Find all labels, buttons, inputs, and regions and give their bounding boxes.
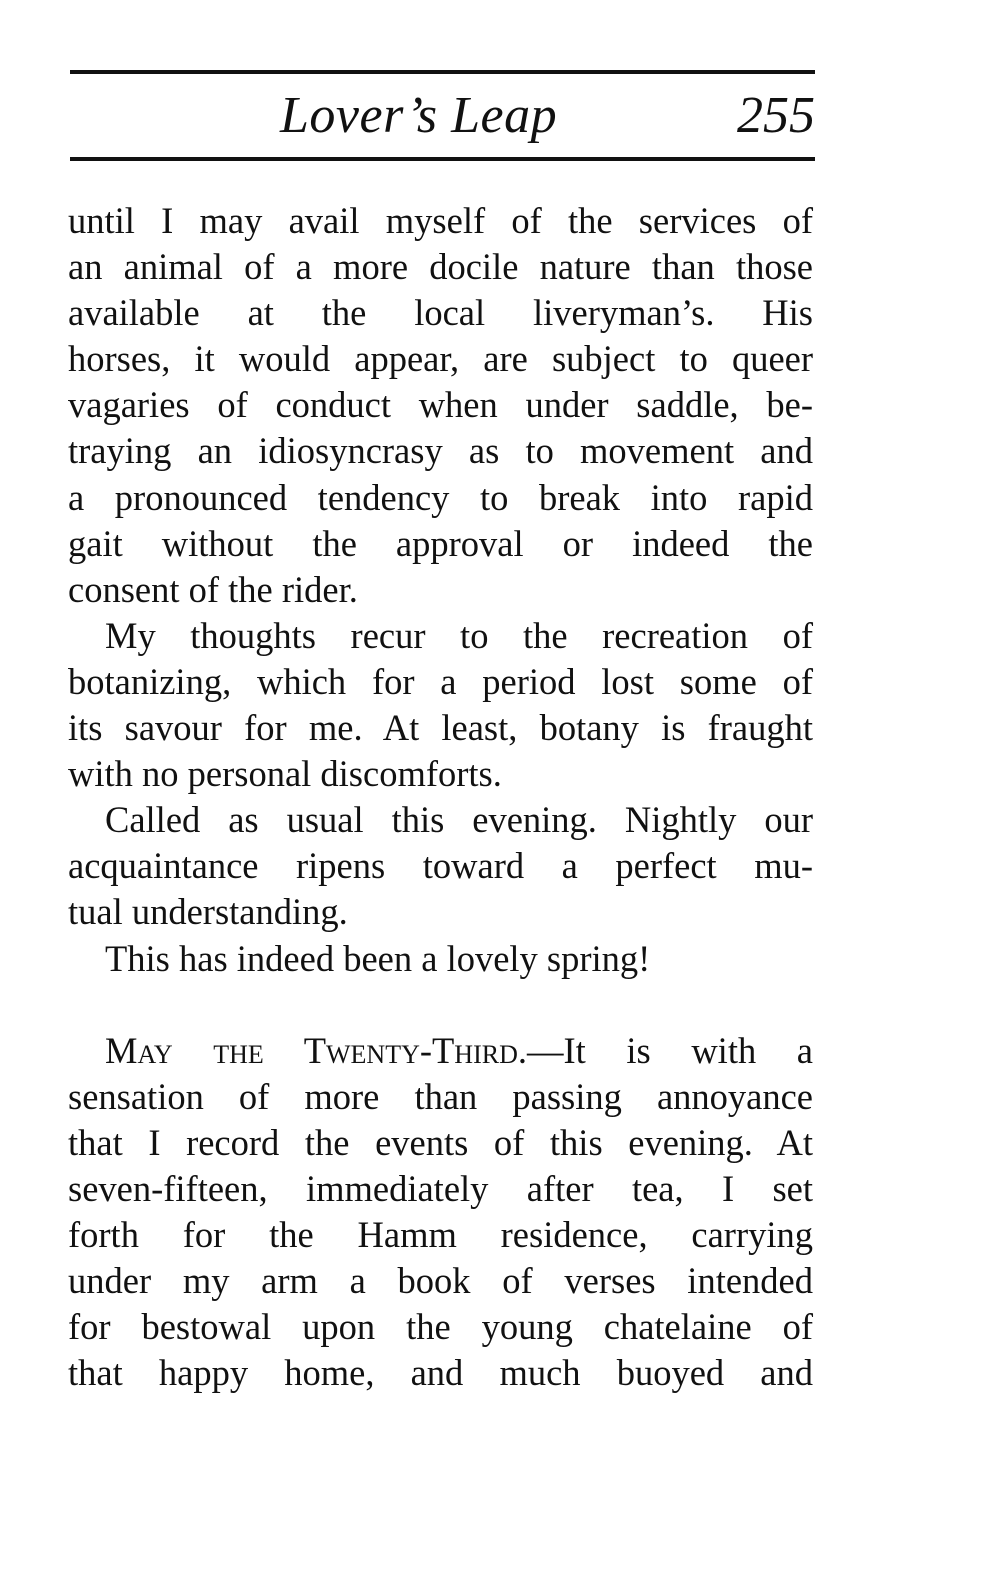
text-line: horses, it would appear, are subject to queer [68, 338, 813, 380]
page-number: 255 [737, 87, 815, 144]
header-bottom-rule [70, 157, 815, 161]
paragraph-start-line: Called as usual this evening. Nightly our [105, 799, 813, 841]
paragraph-start-line: My thoughts recur to the recreation of [105, 614, 813, 656]
text-line: for bestowal upon the young chatelaine of [68, 1306, 813, 1348]
text-line: its savour for me. At least, botany is fraught [68, 707, 813, 749]
running-title: Lover’s Leap [280, 87, 558, 144]
text-line: consent of the rider. [68, 568, 358, 610]
text-line: vagaries of conduct when under saddle, be- [68, 384, 813, 426]
text-line: a pronounced tendency to break into rapid [68, 476, 813, 518]
body-text [68, 198, 813, 1396]
text-line: under my arm a book of verses intended [68, 1260, 813, 1302]
text-line: until I may avail myself of the services of [68, 200, 813, 241]
text-line: available at the local liveryman’s. His [68, 292, 813, 334]
text-line: forth for the Hamm residence, carrying [68, 1213, 813, 1255]
text-line: with no personal discomforts. [68, 753, 502, 795]
text-line: that happy home, and much buoyed and [68, 1352, 813, 1394]
text-line: acquaintance ripens toward a perfect mu- [68, 845, 813, 887]
text-line: seven-fifteen, immediately after tea, I set [68, 1167, 813, 1209]
entry-heading: May the Twenty-Third. [105, 1029, 527, 1071]
entry-first-line-text: —It is with a [526, 1029, 814, 1071]
entry-heading-line [68, 1028, 813, 1074]
text-line: tual understanding. [68, 891, 348, 933]
text-line: botanizing, which for a period lost some of [68, 660, 813, 702]
paragraph-start-line: This has indeed been a lovely spring! [105, 937, 651, 979]
text-line: sensation of more than passing annoyance [68, 1075, 813, 1117]
text-line: an animal of a more docile nature than those [68, 246, 813, 288]
header-top-rule [70, 70, 815, 74]
text-line: gait without the approval or indeed the [68, 522, 813, 564]
text-line: that I record the events of this evening. At [68, 1121, 813, 1163]
section-spacer [68, 982, 813, 1028]
text-line: traying an idiosyncrasy as to movement and [68, 430, 813, 472]
